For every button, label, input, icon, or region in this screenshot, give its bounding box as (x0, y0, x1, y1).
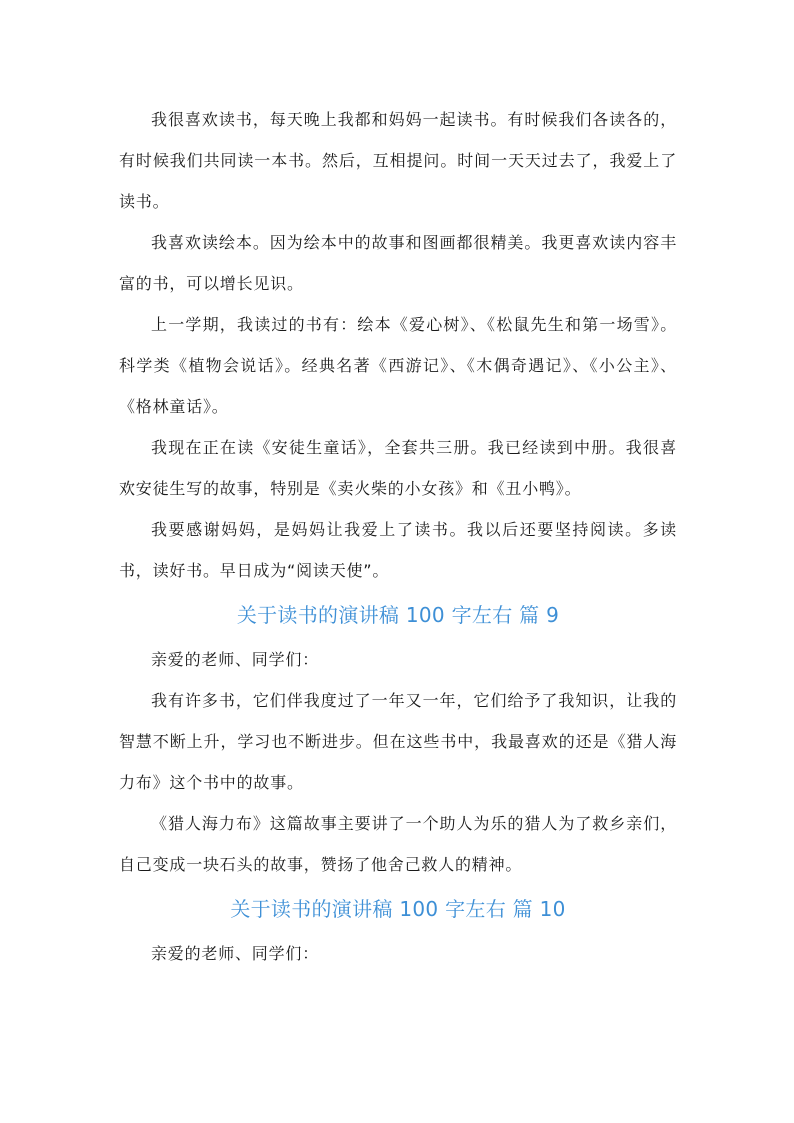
paragraph: 我有许多书，它们伴我度过了一年又一年，它们给予了我知识，让我的智慧不断上升，学习也不断进步。但在这些书中，我最喜欢的还是《猎人海力布》这个书中的故事。 (119, 691, 677, 792)
paragraph: 我现在正在读《安徒生童话》，全套共三册。我已经读到中册。我很喜欢安徒生写的故事，特别是《卖火柴的小女孩》和《丑小鸭》。 (119, 438, 677, 498)
paragraph: 上一学期，我读过的书有：绘本《爱心树》、《松鼠先生和第一场雪》。科学类《植物会说话》。经典名著《西游记》、《木偶奇遇记》、《小公主》、《格林童话》。 (119, 315, 677, 416)
paragraph: 我要感谢妈妈，是妈妈让我爱上了读书。我以后还要坚持阅读。多读书，读好书。早日成为“阅读天使”。 (119, 520, 677, 580)
section-heading-10: 关于读书的演讲稿 100 字左右 篇 10 (230, 897, 566, 921)
paragraph: 《猎人海力布》这篇故事主要讲了一个助人为乐的猎人为了救乡亲们，自己变成一块石头的故事，赞扬了他舍己救人的精神。 (119, 814, 677, 874)
paragraph: 我很喜欢读书，每天晚上我都和妈妈一起读书。有时候我们各读各的，有时候我们共同读一本书。然后，互相提问。时间一天天过去了，我爱上了读书。 (119, 110, 677, 211)
paragraph: 我喜欢读绘本。因为绘本中的故事和图画都很精美。我更喜欢读内容丰富的书，可以增长见识。 (119, 233, 677, 293)
salutation: 亲爱的老师、同学们： (151, 944, 320, 963)
section-heading-9: 关于读书的演讲稿 100 字左右 篇 9 (236, 603, 560, 627)
document-body (119, 99, 677, 974)
salutation: 亲爱的老师、同学们： (151, 650, 320, 669)
